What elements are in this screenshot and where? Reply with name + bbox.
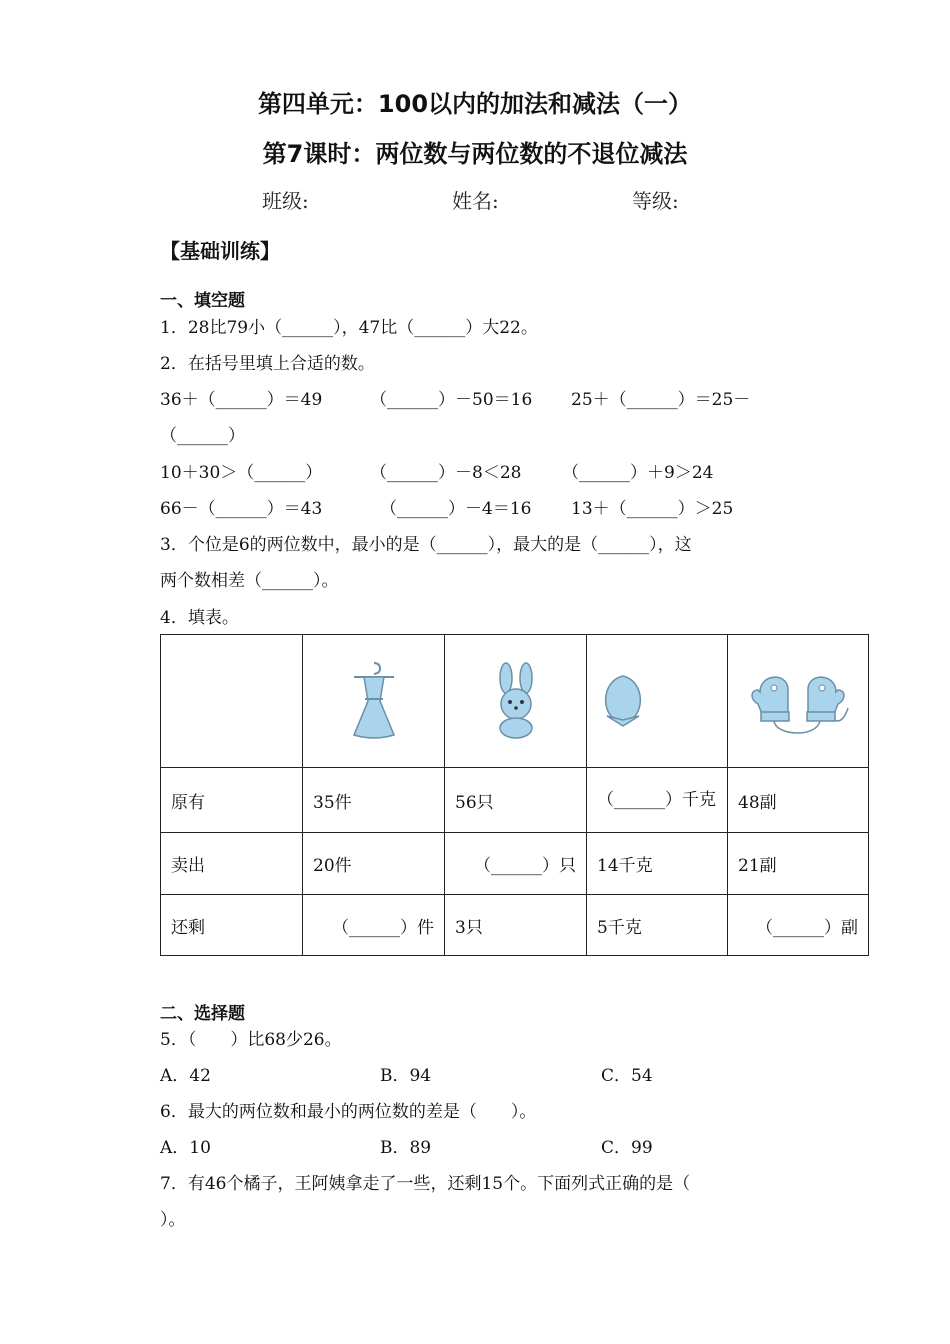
mittens-cell	[728, 635, 869, 768]
row-label-remaining: 还剩	[161, 895, 303, 956]
q2-row1-c: 25＋（______）＝25－	[571, 390, 751, 410]
q6-option-c: C．99	[601, 1138, 653, 1158]
peach-icon	[597, 670, 649, 732]
q2-row2-c: （______）＋9＞24	[562, 463, 714, 483]
q2-row3-a: 66－（______）＝43	[160, 499, 323, 519]
table-cell: 5千克	[587, 895, 728, 956]
fill-blank-heading: 一、填空题	[160, 291, 245, 311]
fill-table	[160, 634, 869, 956]
question-7-line1: 7．有46个橘子，王阿姨拿走了一些，还剩15个。下面列式正确的是（	[160, 1174, 691, 1194]
table-row	[161, 833, 869, 895]
q2-row3-c: 13＋（______）＞25	[571, 499, 734, 519]
table-cell: （______）副	[728, 895, 869, 956]
dress-icon	[344, 659, 404, 743]
rabbit-cell	[445, 635, 587, 768]
row-label-sold: 卖出	[161, 833, 303, 895]
table-corner-cell	[161, 635, 303, 768]
q6-option-a: A．10	[160, 1138, 211, 1158]
lesson-subtitle: 第7课时：两位数与两位数的不退位减法	[262, 140, 688, 168]
question-2: 2．在括号里填上合适的数。	[160, 354, 375, 374]
table-header-row	[161, 635, 869, 768]
dress-cell	[303, 635, 445, 768]
peach-cell	[587, 635, 728, 768]
question-3-line2: 两个数相差（______）。	[160, 571, 339, 591]
table-cell: 21副	[728, 833, 869, 895]
question-4: 4．填表。	[160, 608, 239, 628]
q5-option-b: B．94	[380, 1066, 432, 1086]
table-cell: （______）件	[303, 895, 445, 956]
grade-label: 等级:	[632, 189, 679, 213]
question-6: 6．最大的两位数和最小的两位数的差是（ ）。	[160, 1102, 537, 1122]
q6-option-b: B．89	[380, 1138, 432, 1158]
table-cell: （______）只	[445, 833, 587, 895]
q2-row2-a: 10＋30＞（______）	[160, 463, 323, 483]
q2-row1-cont: （______）	[160, 426, 245, 446]
table-cell: 35件	[303, 768, 445, 833]
page-title: 第四单元：100以内的加法和减法（一）	[257, 90, 693, 118]
table-cell: 20件	[303, 833, 445, 895]
table-cell: 48副	[728, 768, 869, 833]
table-row	[161, 768, 869, 833]
table-cell: 3只	[445, 895, 587, 956]
q5-option-a: A．42	[160, 1066, 211, 1086]
q2-row3-b: （______）－4＝16	[380, 499, 532, 519]
question-3-line1: 3．个位是6的两位数中，最小的是（______），最大的是（______），这	[160, 535, 692, 555]
table-cell: （______）千克	[587, 768, 728, 833]
row-label-original: 原有	[161, 768, 303, 833]
name-label: 姓名:	[452, 189, 499, 213]
choice-heading: 二、选择题	[160, 1004, 245, 1024]
q2-row2-b: （______）－8＜28	[370, 463, 522, 483]
question-1: 1．28比79小（______），47比（______）大22。	[160, 318, 538, 338]
q5-option-c: C．54	[601, 1066, 653, 1086]
question-7-line2: ）。	[160, 1210, 186, 1230]
rabbit-icon	[488, 662, 544, 740]
class-label: 班级:	[262, 189, 309, 213]
table-cell: 14千克	[587, 833, 728, 895]
q2-row1-b: （______）－50＝16	[370, 390, 533, 410]
table-cell: 56只	[445, 768, 587, 833]
question-5: 5．（ ）比68少26。	[160, 1030, 342, 1050]
q2-row1-a: 36＋（______）＝49	[160, 390, 323, 410]
table-row	[161, 895, 869, 956]
mittens-icon	[746, 664, 850, 738]
basic-training-heading: 【基础训练】	[160, 239, 280, 263]
